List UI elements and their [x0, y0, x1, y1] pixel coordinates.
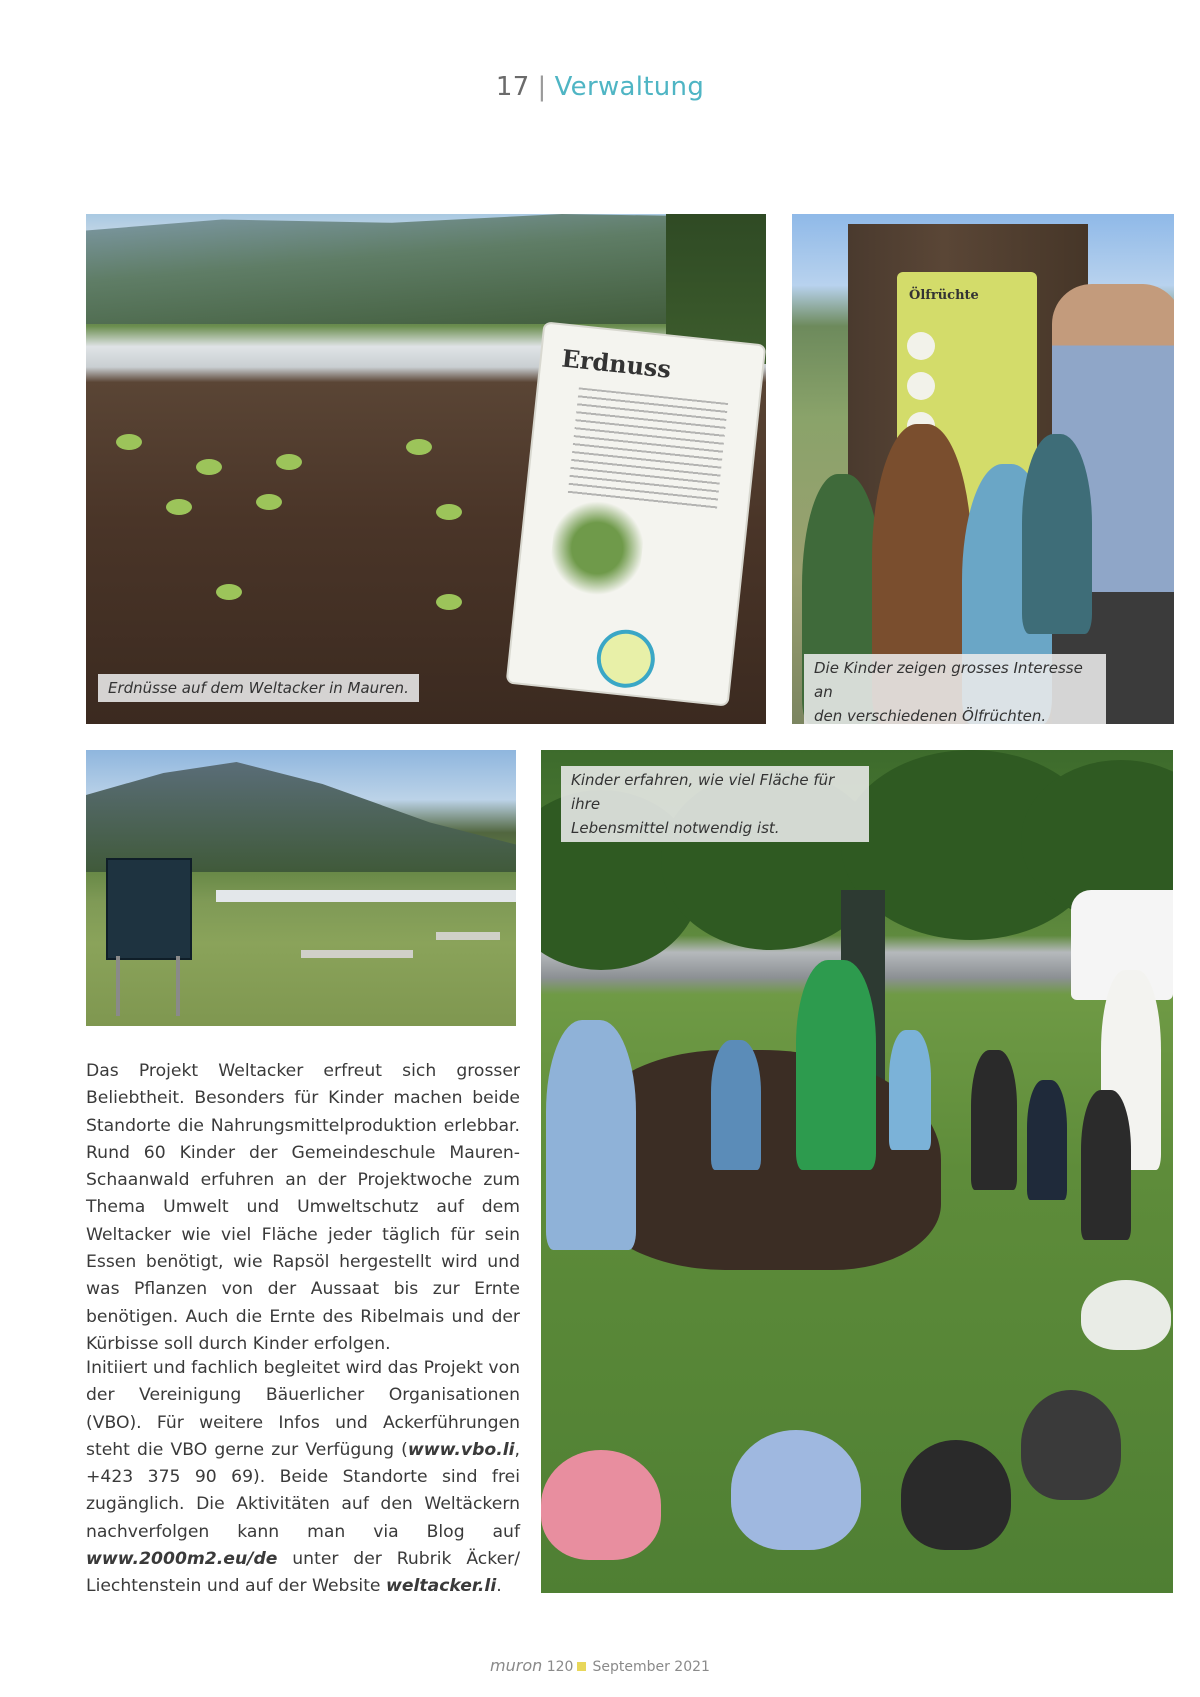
panel-circle	[907, 332, 935, 360]
child-cap	[731, 1430, 861, 1550]
child-cap	[1021, 1390, 1121, 1500]
page-number: 17	[495, 72, 530, 102]
child	[1081, 1090, 1131, 1240]
child	[1027, 1080, 1067, 1200]
sign-title: Erdnuss	[560, 343, 673, 384]
footer-brand: muron	[490, 1656, 543, 1675]
body-paragraph-1: Das Projekt Weltacker erfreut sich grosser Beliebtheit. Besonders für Kinder machen beide Standorte die Nahrungsmittelproduktion erlebbar. Rund 60 Kinder der Gemeindeschule Mauren-Schaanwald erfuhren an der Projektwoche zum Thema Umwelt und Umweltschutz auf dem Weltacker wie viel Fläche jeder täglich für sein Essen benötigt, wie Rapsöl hergestellt wird und was Pflanzen von der Aussaat bis zur Ernte benötigen. Auch die Ernte des Ribelmais und der Kürbisse soll durch Kinder erfolgen.	[86, 1061, 520, 1354]
link-weltacker[interactable]: weltacker.li	[385, 1576, 497, 1597]
link-2000m2[interactable]: www.2000m2.eu/de	[86, 1549, 278, 1570]
page-footer	[0, 1656, 1200, 1675]
sprout	[166, 499, 192, 515]
adult-person	[546, 1020, 636, 1250]
child	[889, 1030, 931, 1150]
caption-line: den verschiedenen Ölfrüchten.	[814, 707, 1047, 724]
child-cap	[1081, 1280, 1171, 1350]
caption-line: Kinder erfahren, wie viel Fläche für ihre	[571, 771, 835, 813]
adult-person	[796, 960, 876, 1170]
sprout	[406, 439, 432, 455]
panel-title: Ölfrüchte	[909, 288, 979, 303]
footer-date: September 2021	[592, 1659, 710, 1675]
footer-issue: 120	[546, 1659, 574, 1675]
text-run: , +423 375 90 69). Beide Standorte sind frei zugänglich. Die Aktivitäten auf den Weltäckern nachverfolgen kann man via Blog auf	[86, 1439, 520, 1542]
sprout	[436, 594, 462, 610]
sprout	[436, 504, 462, 520]
sign-plant-illustration	[545, 496, 647, 625]
caption-line: Lebensmittel notwendig ist.	[571, 819, 780, 837]
sign-badge	[598, 631, 653, 686]
photo-caption	[804, 654, 1106, 724]
photo-mountain	[86, 762, 516, 872]
board-leg	[176, 956, 180, 1016]
text-run: unter der Rubrik Äcker/ Liechtenstein und auf der Website	[86, 1549, 520, 1597]
panel-circle	[907, 372, 935, 400]
child	[1022, 434, 1092, 634]
link-vbo[interactable]: www.vbo.li	[407, 1439, 515, 1460]
photo-kids-sign	[792, 214, 1174, 724]
child	[971, 1050, 1017, 1190]
board-leg	[116, 956, 120, 1016]
bench	[301, 950, 413, 958]
field-cover-stripe	[216, 890, 516, 902]
info-sign	[508, 323, 764, 704]
photo-caption: Erdnüsse auf dem Weltacker in Mauren.	[98, 674, 419, 702]
text-run: .	[496, 1576, 502, 1597]
sprout	[216, 584, 242, 600]
body-paragraph-2	[86, 1355, 520, 1601]
info-board	[106, 858, 192, 960]
child-cap	[541, 1450, 661, 1560]
photo-group	[541, 750, 1173, 1593]
sprout	[116, 434, 142, 450]
sign-text-lines	[567, 387, 728, 512]
section-title: Verwaltung	[554, 72, 705, 102]
photo-mountain	[86, 214, 766, 324]
footer-square-icon	[577, 1662, 586, 1671]
photo-peanut-field	[86, 214, 766, 724]
header-separator: |	[537, 72, 547, 102]
child-cap	[901, 1440, 1011, 1550]
text-run: Initiiert und fachlich begleitet wird das Projekt von der Vereinigung Bäuerlicher Organisationen (VBO). Für weitere Infos und Ackerführungen steht die VBO gerne zur Verfügung (	[86, 1358, 520, 1460]
sprout	[196, 459, 222, 475]
sprout	[276, 454, 302, 470]
page-header	[0, 72, 1200, 102]
photo-field-signs	[86, 750, 516, 1026]
child	[711, 1040, 761, 1170]
bench	[436, 932, 500, 940]
caption-line: Die Kinder zeigen grosses Interesse an	[814, 659, 1083, 701]
photo-caption	[561, 766, 869, 842]
sprout	[256, 494, 282, 510]
